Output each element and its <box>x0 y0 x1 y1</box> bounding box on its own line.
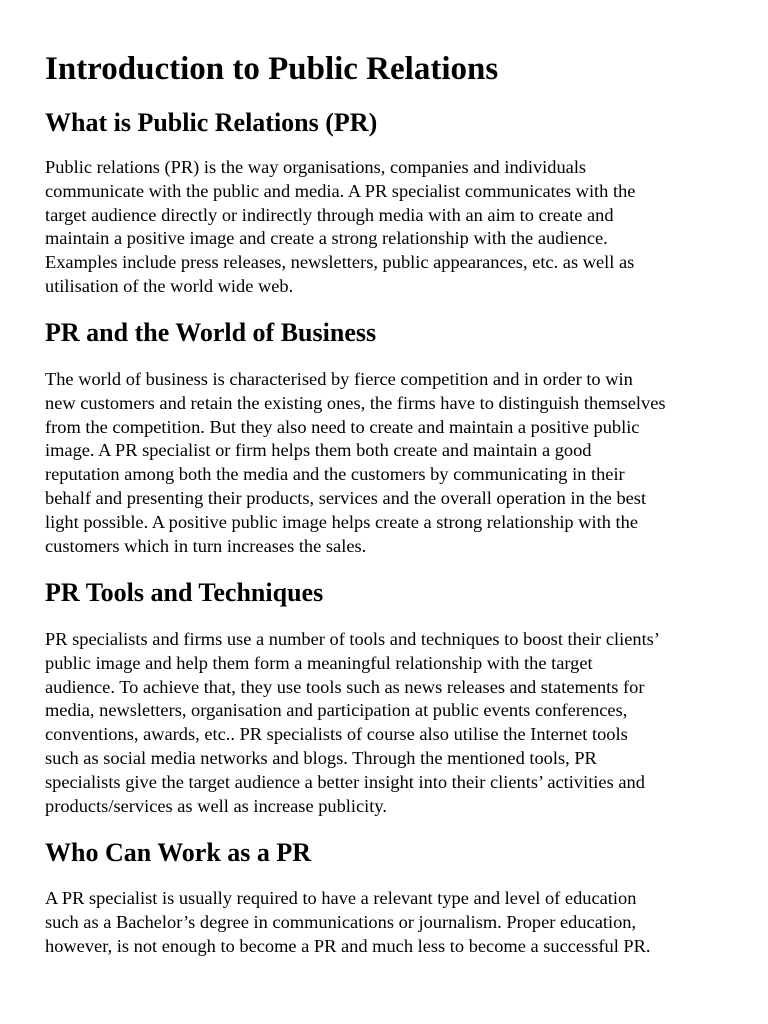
paragraph-line: new customers and retain the existing ones, the firms have to distinguish themselves <box>45 392 666 413</box>
paragraph-line: target audience directly or indirectly through media with an aim to create and <box>45 204 614 225</box>
paragraph-line: The world of business is characterised by fierce competition and in order to win <box>45 369 633 389</box>
paragraph-line: public image and help them form a meaningful relationship with the target <box>45 652 593 673</box>
paragraph-line: conventions, awards, etc.. PR specialists of course also utilise the Internet tools <box>45 724 628 745</box>
paragraph-line: behalf and presenting their products, services and the overall operation in the best <box>45 487 647 508</box>
section-paragraph-who-can-work <box>45 887 735 958</box>
paragraph-line: Examples include press releases, newsletters, public appearances, etc. as well as <box>45 252 635 273</box>
paragraph-line: reputation among both the media and the customers by communicating in their <box>45 464 625 485</box>
paragraph-line: such as a Bachelor’s degree in communications or journalism. Proper education, <box>45 911 637 932</box>
paragraph-line: however, is not enough to become a PR and much less to become a successful PR. <box>45 935 651 956</box>
paragraph-line: specialists give the target audience a better insight into their clients’ activities and <box>45 771 645 792</box>
paragraph-line: audience. To achieve that, they use tools such as news releases and statements for <box>45 676 645 697</box>
paragraph-line: image. A PR specialist or firm helps them both create and maintain a good <box>45 440 592 461</box>
section-paragraph-what-is-pr <box>45 156 735 299</box>
paragraph-line: utilisation of the world wide web. <box>45 275 294 296</box>
paragraph-line: customers which in turn increases the sales. <box>45 535 367 556</box>
section-paragraph-pr-tools <box>45 628 735 818</box>
document-title: Introduction to Public Relations <box>45 51 499 87</box>
paragraph-line: media, newsletters, organisation and participation at public events conferences, <box>45 700 628 721</box>
paragraph-line: from the competition. But they also need to create and maintain a positive public <box>45 416 640 437</box>
section-paragraph-pr-business <box>45 368 735 558</box>
paragraph-line: PR specialists and firms use a number of tools and techniques to boost their clients’ <box>45 629 660 649</box>
section-heading-who-can-work: Who Can Work as a PR <box>45 838 312 867</box>
section-heading-what-is-pr: What is Public Relations (PR) <box>45 108 378 137</box>
paragraph-line: Public relations (PR) is the way organisations, companies and individuals <box>45 157 587 177</box>
paragraph-line: A PR specialist is usually required to have a relevant type and level of education <box>45 888 637 908</box>
paragraph-line: products/services as well as increase publicity. <box>45 795 387 816</box>
paragraph-line: maintain a positive image and create a strong relationship with the audience. <box>45 228 608 249</box>
section-heading-pr-tools: PR Tools and Techniques <box>45 578 324 607</box>
paragraph-line: light possible. A positive public image helps create a strong relationship with the <box>45 511 638 532</box>
paragraph-line: such as social media networks and blogs. Through the mentioned tools, PR <box>45 747 597 768</box>
section-heading-pr-business: PR and the World of Business <box>45 318 377 347</box>
paragraph-line: communicate with the public and media. A PR specialist communicates with the <box>45 180 636 201</box>
